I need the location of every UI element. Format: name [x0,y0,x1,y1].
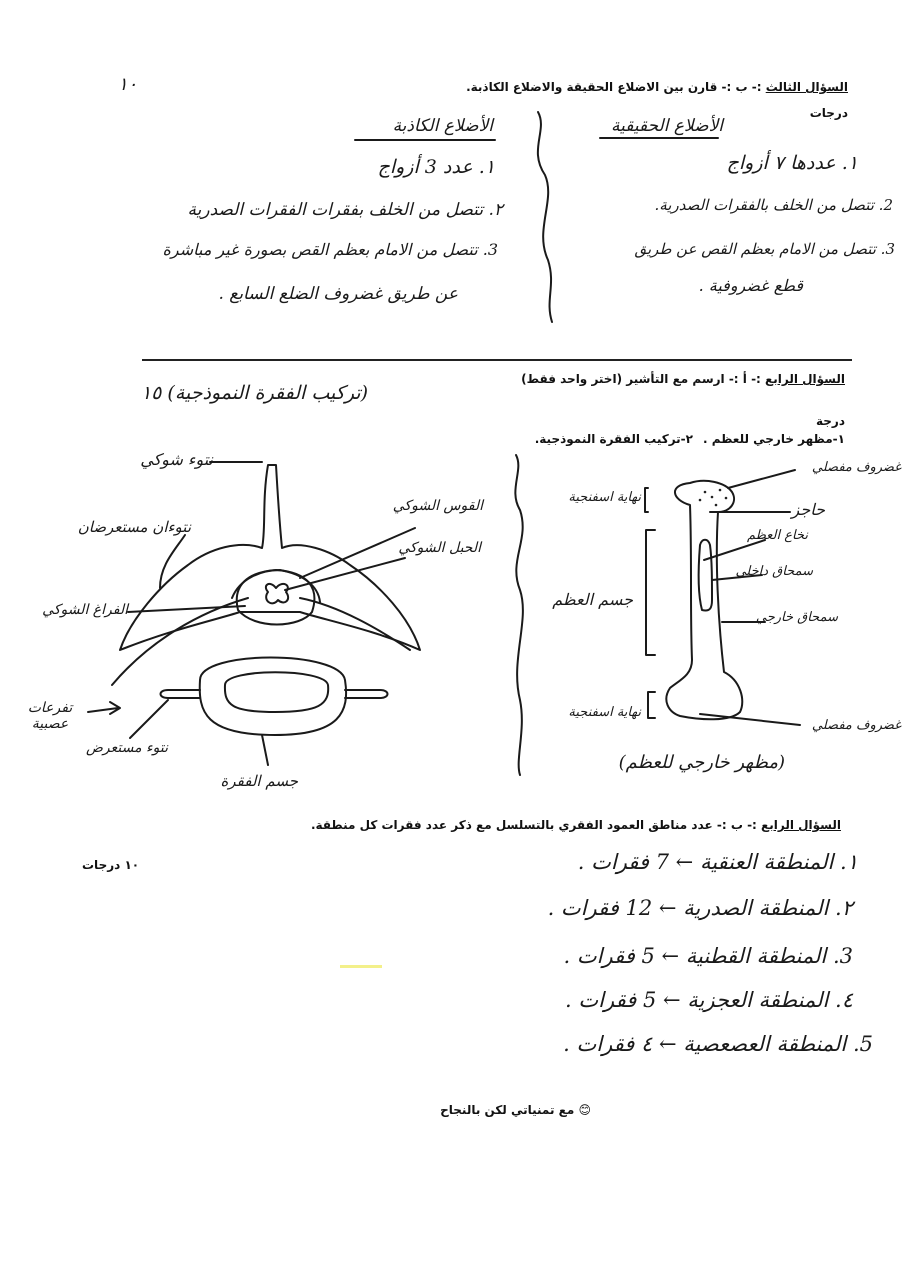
label-outer-layer: سمحاق خارجي [755,610,838,625]
bone-title: (مظهر خارجي للعظم) [618,752,785,773]
q4b-item-5: 5. المنطقة العصعصية ← ٤ فقرات . [563,1032,873,1056]
q4a-sep: :- أ :- [724,372,766,386]
label-shaft: جسم العظم [552,590,633,609]
label-epiphysis-top: نهاية اسفنجية [568,490,641,505]
q4a-label: السؤال الرابع [765,372,845,386]
q3-label: السؤال الثالث [765,80,848,94]
q4a-heading [521,372,845,386]
highlighter-mark [340,965,382,968]
q4b-item-1: ١. المنطقة العنقية ← 7 فقرات . [577,850,858,874]
q4b-prompt: عدد مناطق العمود الفقري بالتسلسل مع ذكر عدد فقرات كل منطقة. [310,818,713,832]
q4a-marks: درجة [816,414,845,428]
false-ribs-line1: ١. عدد 3 أزواج [377,156,495,178]
q3-sep: :- ب :- [717,80,766,94]
q4b-label: السؤال الرابع [761,818,841,832]
false-ribs-line2: ٢. تتصل من الخلف بفقرات الفقرات الصدرية [187,200,503,220]
label-cartilage-bottom: غضروف مفصلي [811,718,901,733]
label-spinal-canal: الفراغ الشوكي [42,602,128,618]
q4b-sep: :- ب :- [712,818,762,832]
table-divider [538,112,552,322]
vertebra-title: (تركيب الفقرة النموذجية) ١٥ [140,382,368,404]
footer-emoji: 😊 [578,1103,591,1117]
q3-heading [466,80,848,94]
footer-wish [440,1103,591,1117]
label-vertebra-body: جسم الفقرة [220,772,298,790]
q4b-item-2: ٢. المنطقة الصدرية ← 12 فقرات . [547,896,853,920]
label-epiphysis-bottom: نهاية اسفنجية [568,705,641,720]
q4a-option1: ١-مظهر خارجي للعظم . [702,432,845,446]
label-spinal-cord: الحبل الشوكي [398,540,481,556]
q4a-option2: ٢-تركيب الفقرة النموذجية. [534,432,693,446]
true-ribs-line1: ١. عددها ٧ أزواج [726,152,858,174]
q3-prompt: قارن بين الاضلاع الحقيقة والاضلاع الكاذبة. [466,80,718,94]
true-ribs-line3: 3. تتصل من الامام بعظم القص عن طريق [634,240,895,258]
label-barrier: حاجز [791,500,825,519]
label-nerve-branches: تفرعات عصبية [27,700,73,732]
true-ribs-line2: 2. تتصل من الخلف بالفقرات الصدرية. [654,196,893,214]
q4b-item-4: ٤. المنطقة العجزية ← 5 فقرات . [565,988,853,1012]
true-ribs-line4: قطع غضروفية . [698,276,803,295]
label-spinous-process: نتوء شوكي [140,450,213,469]
label-cartilage-top: غضروف مفصلي [811,460,901,475]
false-ribs-line3: 3. تتصل من الامام بعظم القص بصورة غير مباشرة [162,240,498,259]
q4b-heading [311,818,841,832]
q3-marks: درجات [809,106,848,120]
false-ribs-line4: عن طريق غضروف الضلع السابع . [218,284,458,304]
label-transverse-processes: نتوءان مستعرضان [77,518,191,536]
q4b-marks: ١٠ درجات [82,858,140,872]
label-inner-layer: سمحاق داخلي [735,564,813,579]
false-ribs-heading: الأضلاع الكاذبة [392,116,493,136]
q4b-item-3: 3. المنطقة القطنية ← 5 فقرات . [563,944,853,968]
label-neural-arch: القوس الشوكي [392,498,483,514]
true-ribs-heading: الأضلاع الحقيقية [611,116,723,136]
q4a-prompt: ارسم مع التأشير (اختر واحد فقط) [521,372,725,386]
footer-wish-text: مع تمنياتي لكن بالنجاح [440,1103,575,1117]
label-marrow: نخاع العظم [746,528,808,543]
page-number: ١٠ [118,74,138,95]
label-articular-process: نتوء مستعرض [85,740,168,756]
